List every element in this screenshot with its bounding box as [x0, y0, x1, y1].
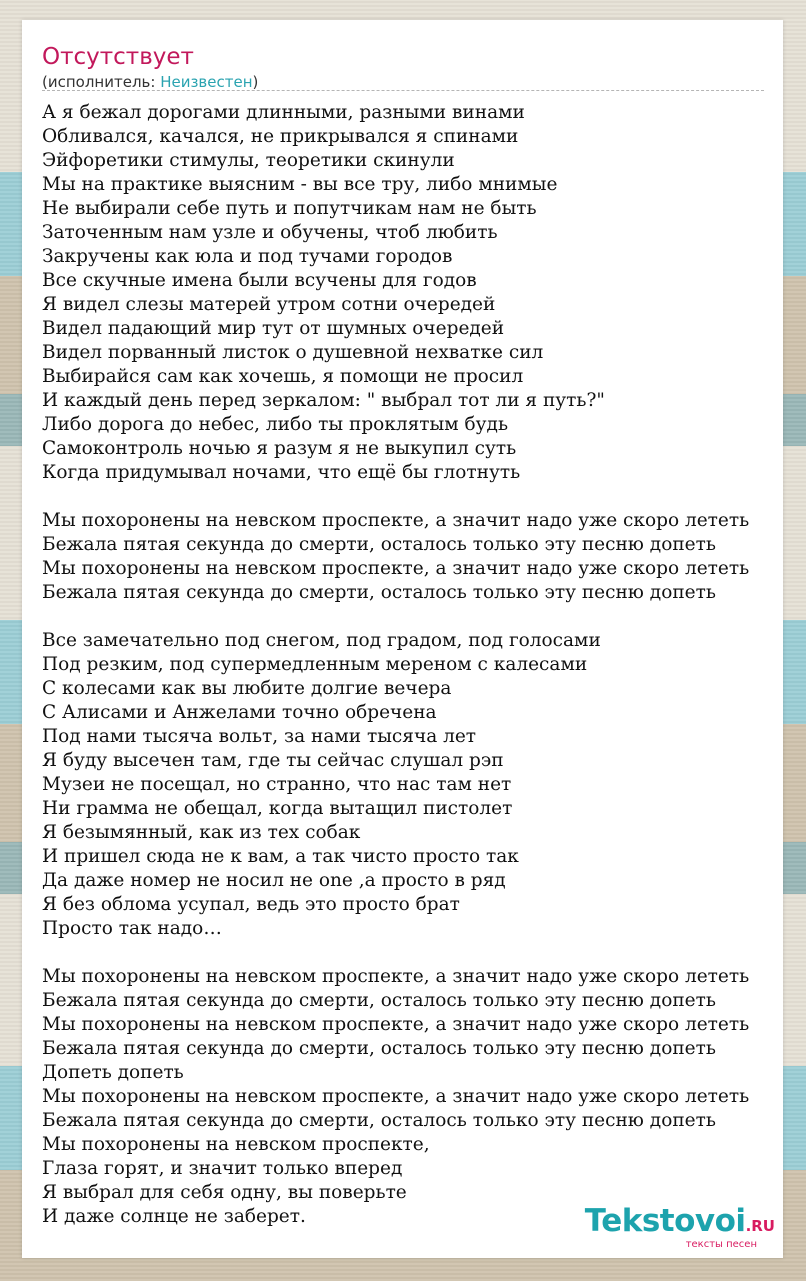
- lyric-line: Самоконтроль ночью я разум я не выкупил суть: [42, 438, 517, 459]
- artist-suffix: ): [252, 73, 259, 91]
- lyric-line: Видел порванный листок о душевной нехватке сил: [42, 342, 544, 363]
- lyric-line: Бежала пятая секунда до смерти, осталось только эту песню допеть: [42, 990, 716, 1011]
- lyric-line: Мы на практике выясним - вы все тру, либо мнимые: [42, 174, 558, 195]
- lyric-line: Ни грамма не обещал, когда вытащил пистолет: [42, 798, 513, 819]
- lyric-line: Я видел слезы матерей утром сотни очередей: [42, 294, 496, 315]
- lyric-line: Глаза горят, и значит только вперед: [42, 1158, 403, 1179]
- lyric-line: Бежала пятая секунда до смерти, осталось только эту песню допеть: [42, 534, 716, 555]
- lyric-line: Эйфоретики стимулы, теоретики скинули: [42, 150, 455, 171]
- lyric-line: Мы похоронены на невском проспекте, а значит надо уже скоро лететь: [42, 966, 750, 987]
- lyrics-stanza: [42, 629, 749, 941]
- lyrics-card: [22, 20, 783, 1258]
- lyrics-stanza: [42, 965, 749, 1229]
- lyric-line: Мы похоронены на невском проспекте, а значит надо уже скоро лететь: [42, 1086, 750, 1107]
- lyric-line: Заточенным нам узле и обучены, чтоб любить: [42, 222, 498, 243]
- lyric-line: Мы похоронены на невском проспекте,: [42, 1134, 430, 1155]
- logo-domain: .RU: [745, 1217, 775, 1235]
- lyric-line: Обливался, качался, не прикрывался я спинами: [42, 126, 519, 147]
- lyric-line: Я буду высечен там, где ты сейчас слушал рэп: [42, 750, 504, 771]
- lyric-line: Музеи не посещал, но странно, что нас там нет: [42, 774, 512, 795]
- lyric-line: Видел падающий мир тут от шумных очередей: [42, 318, 505, 339]
- song-title: Отсутствует: [42, 44, 194, 70]
- lyric-line: И даже солнце не заберет.: [42, 1206, 306, 1227]
- song-header: [42, 42, 764, 92]
- lyric-line: Бежала пятая секунда до смерти, осталось только эту песню допеть: [42, 582, 716, 603]
- lyric-line: Мы похоронены на невском проспекте, а значит надо уже скоро лететь: [42, 558, 750, 579]
- header-divider: [42, 90, 764, 91]
- lyric-line: Выбирайся сам как хочешь, я помощи не просил: [42, 366, 524, 387]
- lyric-line: И каждый день перед зеркалом: " выбрал тот ли я путь?": [42, 390, 605, 411]
- lyric-line: Под нами тысяча вольт, за нами тысяча лет: [42, 726, 477, 747]
- lyric-line: Я без облома усупал, ведь это просто брат: [42, 894, 460, 915]
- lyric-line: И пришел сюда не к вам, а так чисто просто так: [42, 846, 519, 867]
- lyric-line: Я безымянный, как из тех собак: [42, 822, 361, 843]
- lyric-line: Допеть допеть: [42, 1062, 184, 1083]
- site-logo[interactable]: [585, 1205, 775, 1250]
- lyric-line: Не выбирали себе путь и попутчикам нам не быть: [42, 198, 537, 219]
- artist-prefix: (исполнитель:: [42, 73, 161, 91]
- artist-line: [42, 72, 764, 92]
- lyric-line: С колесами как вы любите долгие вечера: [42, 678, 452, 699]
- lyrics-stanza: [42, 509, 749, 605]
- lyric-line: Бежала пятая секунда до смерти, осталось только эту песню допеть: [42, 1038, 716, 1059]
- lyric-line: Бежала пятая секунда до смерти, осталось только эту песню допеть: [42, 1110, 716, 1131]
- lyric-line: Мы похоронены на невском проспекте, а значит надо уже скоро лететь: [42, 1014, 750, 1035]
- lyric-line: Под резким, под супермедленным мереном с калесами: [42, 654, 588, 675]
- lyric-line: Все замечательно под снегом, под градом, под голосами: [42, 630, 601, 651]
- logo-name: Tekstovoi: [584, 1203, 746, 1239]
- lyric-line: Я выбрал для себя одну, вы поверьте: [42, 1182, 407, 1203]
- lyrics-stanza: [42, 101, 749, 485]
- lyric-line: Да даже номер не носил не one ,а просто в ряд: [42, 870, 506, 891]
- lyric-line: Все скучные имена были всучены для годов: [42, 270, 477, 291]
- lyric-line: А я бежал дорогами длинными, разными винами: [42, 102, 525, 123]
- lyrics-text: [42, 101, 749, 1229]
- lyric-line: С Алисами и Анжелами точно обречена: [42, 702, 437, 723]
- lyric-line: Либо дорога до небес, либо ты проклятым будь: [42, 414, 509, 435]
- lyric-line: Когда придумывал ночами, что ещё бы глотнуть: [42, 462, 521, 483]
- logo-wordmark: [585, 1205, 775, 1242]
- lyric-line: Мы похоронены на невском проспекте, а значит надо уже скоро лететь: [42, 510, 750, 531]
- lyric-line: Просто так надо…: [42, 918, 222, 939]
- artist-link[interactable]: Неизвестен: [160, 73, 253, 91]
- lyric-line: Закручены как юла и под тучами городов: [42, 246, 453, 267]
- logo-tagline: тексты песен: [685, 1239, 757, 1250]
